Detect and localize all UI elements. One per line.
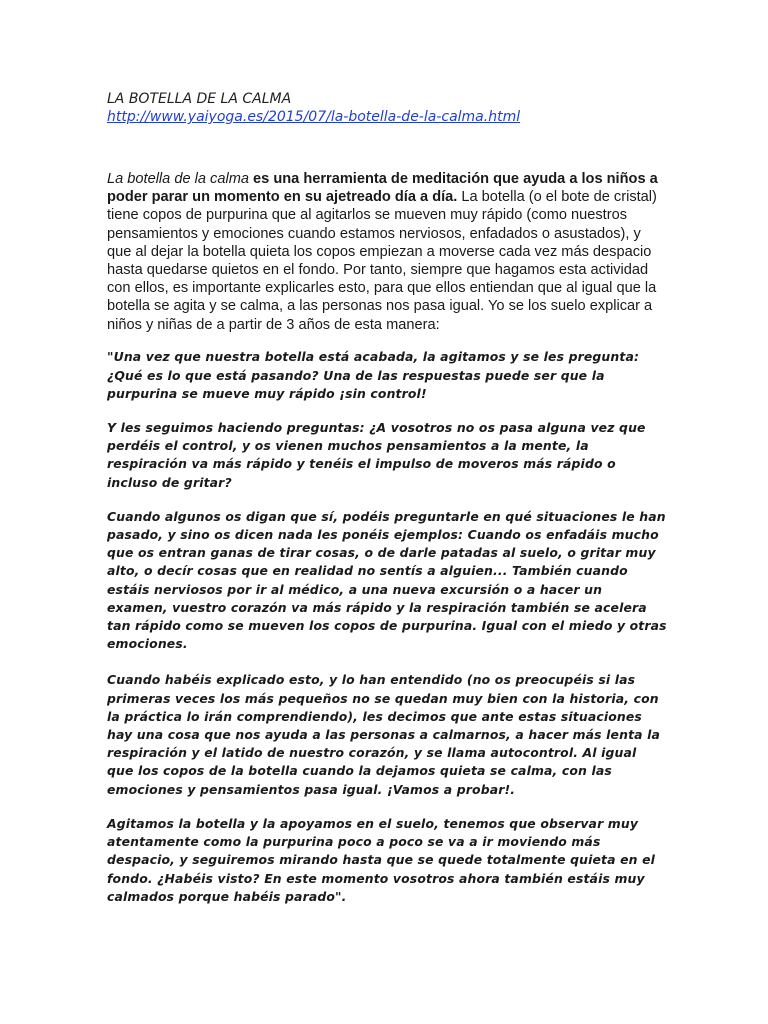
intro-body: La botella (o el bote de cristal) tiene copos de purpurina que al agitarlos se mueven muy rápido (como nuestros pensamientos y emociones cuando estamos nerviosos, enfadados o asustados), y que al dejar la botella quieta los copos empiezan a moverse cada vez más despacio hasta quedarse quietos en el fondo. Por tanto, siempre que hagamos esta actividad con ellos, es importante explicarles esto, para que ellos entiendan que al igual que la botella se agita y se calma, a las personas nos pasa igual. Yo se los suelo explicar a niños y niñas de a partir de 3 años de esta manera: — [107, 189, 657, 333]
document-page — [107, 90, 667, 906]
intro-bold-part: es una herramienta de meditación que ayuda a los niños a poder parar un momento en su ajetreado día a día. — [107, 171, 658, 206]
intro-italic-lead: La botella de la calma — [107, 171, 249, 187]
story-paragraph-5: Agitamos la botella y la apoyamos en el suelo, tenemos que observar muy atentamente como la purpurina poco a poco se va a ir moviendo más despacio, y seguiremos mirando hasta que se quede totalmente quieta en el fondo. ¿Habéis visto? En este momento vosotros ahora también estáis muy calmados porque habéis parado". — [107, 815, 656, 904]
intro-paragraph — [107, 170, 667, 334]
story-paragraph-1: "Una vez que nuestra botella está acabada, la agitamos y se les pregunta: ¿Qué es lo que está pasando? Una de las respuestas puede ser que la purpurina se mueve muy rápido ¡sin control! — [107, 349, 640, 401]
document-title: LA BOTELLA DE LA CALMA — [107, 91, 292, 107]
source-link[interactable]: http://www.yaiyoga.es/2015/07/la-botella-de-la-calma.html — [107, 109, 521, 125]
story-paragraph-3: Cuando algunos os digan que sí, podéis preguntarle en qué situaciones le han pasado, y sino os dicen nada les ponéis ejemplos: Cuando os enfadáis mucho que os entran ganas de tirar cosas, o de darle patadas al suelo, o gritar muy alto, o decír cosas que en realidad no sentís a alguien... También cuando estáis nerviosos por ir al médico, a una nueva excursión o a hacer un examen, vuestro corazón va más rápido y la respiración también se acelera tan rápido como se mueven los copos de purpurina. Igual con el miedo y otras emociones. — [107, 508, 667, 652]
story-paragraph-2: Y les seguimos haciendo preguntas: ¿A vosotros no os pasa alguna vez que perdéis el control, y os vienen muchos pensamientos a la mente, la respiración va más rápido y tenéis el impulso de moveros más rápido o incluso de gritar? — [107, 420, 646, 490]
story-paragraph-4: Cuando habéis explicado esto, y lo han entendido (no os preocupéis si las primeras veces los más pequeños no se quedan muy bien con la historia, con la práctica lo irán comprendiendo), les decimos que ante estas situaciones hay una cosa que nos ayuda a las personas a calmarnos, a hacer más lenta la respiración y el latido de nuestro corazón, y se llama autocontrol. Al igual que los copos de la botella cuando la dejamos quieta se calma, con las emociones y pensamientos pasa igual. ¡Vamos a probar!. — [107, 672, 661, 797]
